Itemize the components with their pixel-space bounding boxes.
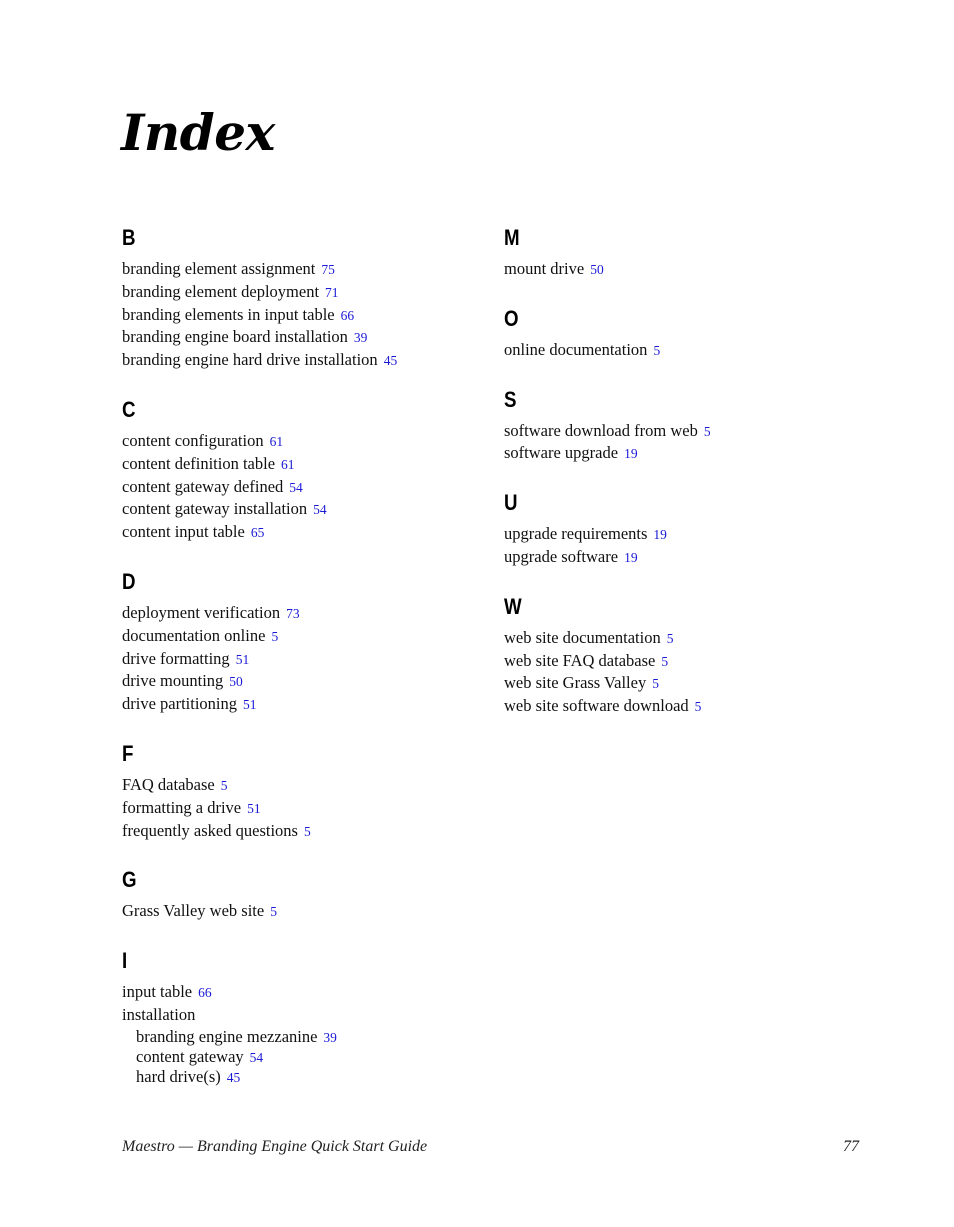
index-letter-heading: F — [122, 740, 134, 766]
index-entry — [504, 546, 864, 569]
index-term: drive mounting — [122, 671, 224, 691]
index-entry-list — [504, 339, 864, 362]
index-entry — [122, 349, 482, 372]
index-letter-heading: M — [504, 225, 520, 250]
index-page-link[interactable]: 54 — [249, 1049, 264, 1065]
index-term: drive formatting — [122, 648, 230, 668]
index-entry — [122, 774, 482, 797]
index-letter-heading: D — [122, 568, 136, 594]
index-term: branding element assignment — [122, 259, 316, 278]
index-page-link[interactable]: 5 — [694, 699, 702, 715]
index-entry — [504, 672, 864, 695]
index-column-left — [122, 224, 482, 1111]
index-term: web site software download — [504, 696, 689, 716]
index-page-link[interactable]: 65 — [250, 525, 265, 541]
index-entry-list — [122, 900, 482, 923]
index-page-link[interactable]: 5 — [270, 904, 277, 920]
index-page-link[interactable]: 54 — [313, 502, 327, 518]
index-subentry — [122, 1027, 482, 1047]
index-term: branding elements in input table — [122, 304, 335, 324]
index-page-link[interactable]: 5 — [652, 676, 659, 692]
index-entry — [504, 420, 864, 443]
index-term: content gateway — [136, 1046, 244, 1066]
index-entry — [122, 648, 482, 671]
index-term: branding engine mezzanine — [136, 1026, 318, 1046]
index-entry — [122, 258, 482, 281]
index-page-link[interactable]: 51 — [243, 697, 257, 713]
index-page-link[interactable]: 61 — [281, 456, 295, 472]
index-entry — [504, 650, 864, 673]
index-entry — [504, 695, 864, 718]
index-section-u — [504, 489, 864, 569]
index-page-link[interactable]: 73 — [286, 605, 300, 621]
index-letter-heading: S — [504, 386, 517, 412]
index-term: branding engine board installation — [122, 327, 348, 347]
index-term: online documentation — [504, 339, 648, 359]
index-entry-list — [504, 258, 864, 281]
index-entry — [504, 523, 864, 546]
index-entry-list — [122, 981, 482, 1087]
index-page-link[interactable]: 39 — [353, 330, 368, 346]
index-term: Grass Valley web site — [122, 901, 265, 921]
index-term: formatting a drive — [122, 797, 242, 817]
index-term: web site Grass Valley — [504, 673, 647, 693]
index-entry — [122, 981, 482, 1004]
index-term: hard drive(s) — [136, 1066, 221, 1086]
index-entry — [122, 304, 482, 327]
index-page-link[interactable]: 5 — [703, 423, 711, 439]
index-entry-list — [122, 602, 482, 716]
index-entry — [122, 693, 482, 716]
index-page-link[interactable]: 39 — [323, 1029, 337, 1045]
index-entry — [122, 670, 482, 693]
index-subentry — [122, 1047, 482, 1067]
index-term: documentation online — [122, 625, 266, 645]
index-term: web site FAQ database — [504, 650, 656, 670]
index-section-s — [504, 386, 864, 466]
index-page-link[interactable]: 19 — [653, 527, 667, 543]
index-letter-heading: W — [504, 593, 522, 619]
index-entry-list — [122, 774, 482, 842]
index-section-o — [504, 305, 864, 362]
index-term: FAQ database — [122, 774, 215, 794]
page-title: Index — [121, 103, 275, 162]
index-letter-heading: I — [122, 948, 128, 974]
index-entry — [122, 498, 482, 521]
index-page-link[interactable]: 5 — [220, 777, 228, 793]
index-entry-list — [122, 430, 482, 544]
index-page-link[interactable]: 75 — [321, 262, 335, 277]
index-section-i — [122, 947, 482, 1087]
index-term: web site documentation — [504, 627, 661, 647]
index-term: content gateway installation — [122, 499, 308, 519]
index-entry — [122, 281, 482, 304]
index-page-link[interactable]: 19 — [624, 446, 638, 462]
index-term: frequently asked questions — [122, 820, 298, 840]
index-page-link[interactable]: 5 — [271, 628, 279, 644]
index-letter-heading: O — [504, 305, 519, 331]
index-section-w — [504, 593, 864, 718]
index-entry-list — [122, 258, 482, 372]
index-entry — [122, 521, 482, 544]
index-letter-heading: B — [122, 225, 136, 250]
index-entry — [504, 339, 864, 362]
index-entry — [122, 797, 482, 820]
index-page-link[interactable]: 66 — [340, 307, 355, 323]
index-term: software download from web — [504, 420, 698, 440]
index-page-link[interactable]: 50 — [229, 674, 243, 690]
index-section-m — [504, 224, 864, 281]
index-entry — [122, 326, 482, 349]
index-letter-heading: G — [122, 867, 137, 893]
index-term: installation — [122, 1004, 196, 1024]
index-page-link[interactable]: 5 — [303, 823, 311, 839]
index-page-link[interactable]: 66 — [198, 985, 212, 1001]
index-term: content gateway defined — [122, 476, 284, 496]
index-page-link[interactable]: 45 — [383, 353, 398, 369]
index-entry — [122, 430, 482, 453]
index-page-link[interactable]: 51 — [235, 651, 250, 667]
index-entry — [122, 625, 482, 648]
index-column-right — [504, 224, 864, 742]
index-page-link[interactable]: 54 — [289, 479, 303, 495]
index-page-link[interactable]: 5 — [653, 342, 661, 358]
index-section-f — [122, 740, 482, 842]
index-entry — [504, 627, 864, 650]
index-term: drive partitioning — [122, 694, 238, 714]
index-entry — [122, 820, 482, 843]
index-term: upgrade software — [504, 546, 619, 566]
index-entry-list — [504, 627, 864, 718]
index-term: software upgrade — [504, 443, 619, 463]
index-section-c — [122, 396, 482, 544]
index-entry — [122, 476, 482, 499]
index-section-d — [122, 568, 482, 716]
index-entry — [504, 258, 864, 281]
index-entry — [504, 442, 864, 465]
index-entry — [122, 602, 482, 625]
index-page-link[interactable]: 45 — [226, 1069, 241, 1085]
index-term: content input table — [122, 522, 245, 542]
index-term: content definition table — [122, 453, 276, 473]
index-entry-list — [504, 523, 864, 569]
index-page-link[interactable]: 51 — [247, 800, 261, 816]
index-section-g — [122, 866, 482, 923]
index-section-b — [122, 224, 482, 372]
index-page-link[interactable]: 5 — [661, 653, 669, 669]
index-term: content configuration — [122, 430, 264, 450]
footer-document-title: Maestro — Branding Engine Quick Start Guide — [122, 1138, 428, 1155]
index-entry — [122, 1004, 482, 1027]
index-page-link[interactable]: 19 — [624, 549, 638, 565]
index-term: deployment verification — [122, 602, 281, 622]
index-term: mount drive — [504, 259, 585, 278]
index-term: upgrade requirements — [504, 524, 648, 544]
footer-page-number: 77 — [843, 1138, 859, 1155]
index-entry — [122, 900, 482, 923]
index-page-link[interactable]: 61 — [269, 433, 284, 449]
index-term: branding element deployment — [122, 281, 320, 301]
index-letter-heading: C — [122, 396, 136, 422]
index-entry-list — [504, 420, 864, 466]
index-page-link[interactable]: 50 — [590, 262, 604, 277]
index-term: branding engine hard drive installation — [122, 350, 378, 370]
index-page-link[interactable]: 71 — [325, 284, 339, 300]
index-letter-heading: U — [504, 490, 518, 516]
index-entry — [122, 453, 482, 476]
index-subentry — [122, 1067, 482, 1087]
index-term: input table — [122, 982, 193, 1002]
index-page-link[interactable]: 5 — [666, 630, 674, 646]
